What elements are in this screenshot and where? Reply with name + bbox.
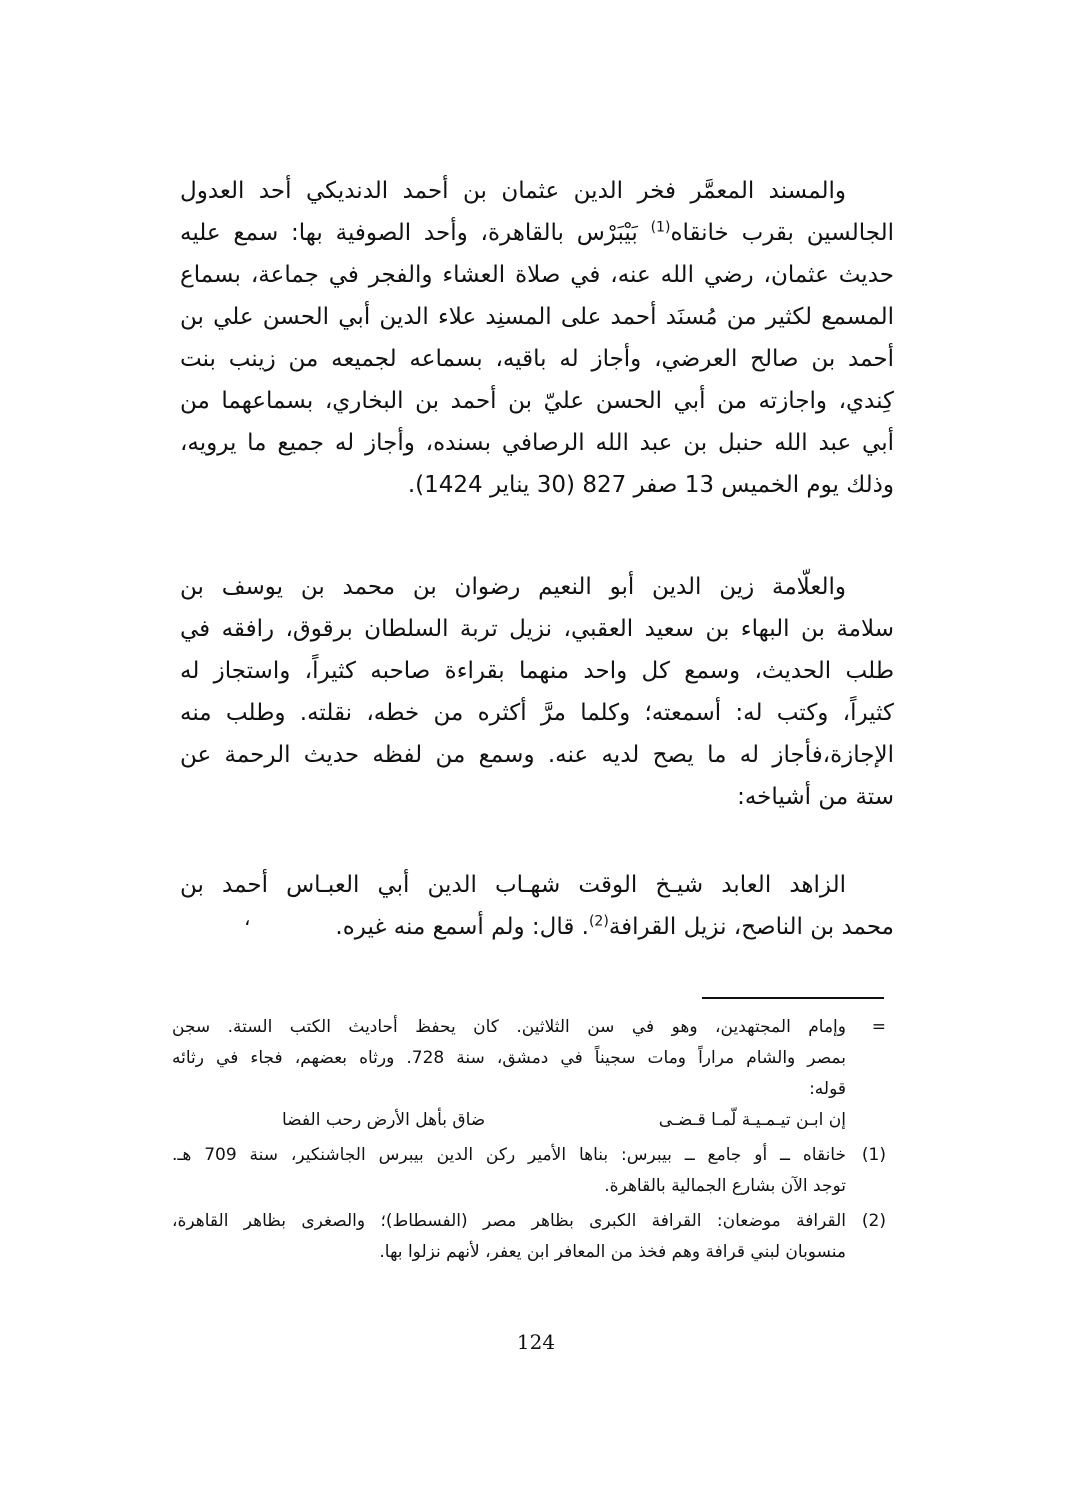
footnote-separator (702, 997, 884, 999)
footnote-line: بمصر والشام مراراً ومات سجيناً في دمشق، سنة 728. ورثاه بعضهم، فجاء في رثائه (172, 1048, 846, 1068)
footnote-text (172, 1140, 846, 1202)
text-line: سلامة بن البهاء بن سعيد العقبي، نزيل تربة السلطان برقوق، رافقه في (180, 616, 894, 642)
paragraph-2 (180, 566, 894, 818)
page-number: 124 (516, 1330, 556, 1354)
paragraph-1 (180, 170, 894, 506)
text-line: الإجازة،فأجاز له ما يصح لديه عنه. وسمع من لفظه حديث الرحمة عن (180, 742, 894, 768)
text-line: والعلّامة زين الدين أبو النعيم رضوان بن محمد بن يوسف بن (180, 574, 846, 600)
footnote-marker: = (871, 1017, 886, 1037)
paragraph-3 (180, 864, 894, 948)
footnote-text (172, 1012, 846, 1136)
text-fragment: الجالسين بقرب خانقاه (670, 220, 894, 246)
footnotes (172, 1012, 886, 1272)
text-line-with-footnote (180, 906, 894, 948)
footnote-line: منسوبان لبني قرافة وهم فخذ من المعافر ابن يعفر، لأنهم نزلوا بها. (379, 1242, 846, 1262)
text-line: والمسند المعمَّر فخر الدين عثمان بن أحمد الدنديكي أحد العدول (180, 178, 846, 204)
text-line-with-footnote (180, 212, 894, 254)
verse-first-hemistich: إن ابـن تيـمـيـة لّمـا قـضـى (658, 1110, 846, 1130)
text-line: الزاهد العابد شيـخ الوقت شهـاب الدين أبي العبـاس أحمد بن (180, 872, 846, 898)
text-line: كِندي، واجازته من أبي الحسن عليّ بن أحمد بن البخاري، بسماعهما من (180, 388, 894, 414)
text-fragment: محمد بن الناصح، نزيل القرافة (608, 914, 894, 940)
text-line: أحمد بن صالح العرضي، وأجاز له باقيه، بسماعه لجميعه من زينب بنت (180, 346, 894, 372)
footnote-line: خانقاه ــ أو جامع ــ بيبرس: بناها الأمير ركن الدين بيبرس الجاشنكير، سنة 709 هـ. (172, 1145, 846, 1165)
text-line: طلب الحديث، وسمع كل واحد منهما بقراءة صاحبه كثيراً، واستجاز له (180, 658, 894, 684)
text-line: أبي عبد الله حنبل بن عبد الله الرصافي بسنده، وأجاز له جميع ما يرويه، (180, 430, 894, 456)
footnote-continued (172, 1012, 886, 1136)
poem-verse (172, 1105, 846, 1136)
text-fragment: . قال: ولم أسمع منه غيره. (335, 914, 589, 940)
footnote-2 (172, 1206, 886, 1268)
footnote-ref-2[interactable]: (2) (588, 913, 609, 930)
text-line: المسمع لكثير من مُسنَد أحمد على المسنِد علاء الدين أبي الحسن علي بن (180, 304, 894, 330)
stray-mark: ، (244, 906, 251, 930)
text-line: وذلك يوم الخميس 13 صفر 827 (30 يناير 1424). (407, 472, 894, 498)
text-line: كثيراً، وكتب له: أسمعته؛ وكلما مرَّ أكثره من خطه، نقلته. وطلب منه (180, 700, 894, 726)
footnote-ref-1[interactable]: (1) (650, 219, 671, 236)
footnote-line: قوله: (809, 1079, 846, 1099)
text-line: حديث عثمان، رضي الله عنه، في صلاة العشاء والفجر في جماعة، بسماع (180, 262, 894, 288)
footnote-marker: (2) (861, 1211, 886, 1231)
verse-second-hemistich: ضاق بأهل الأرض رحب الفضا (282, 1110, 486, 1130)
text-fragment: بَيْبَرْس بالقاهرة، وأحد الصوفية بها: سمع عليه (180, 220, 638, 246)
footnote-1 (172, 1140, 886, 1202)
footnote-line: توجد الآن بشارع الجمالية بالقاهرة. (604, 1176, 846, 1196)
footnote-line: وإمام المجتهدين، وهو في سن الثلاثين. كان يحفظ أحاديث الكتب الستة. سجن (172, 1017, 846, 1037)
footnote-marker: (1) (861, 1145, 886, 1165)
text-line: ستة من أشياخه: (737, 784, 894, 810)
footnote-text (172, 1206, 846, 1268)
footnote-line: القرافة موضعان: القرافة الكبرى بظاهر مصر (الفسطاط)؛ والصغرى بظاهر القاهرة، (172, 1211, 846, 1231)
